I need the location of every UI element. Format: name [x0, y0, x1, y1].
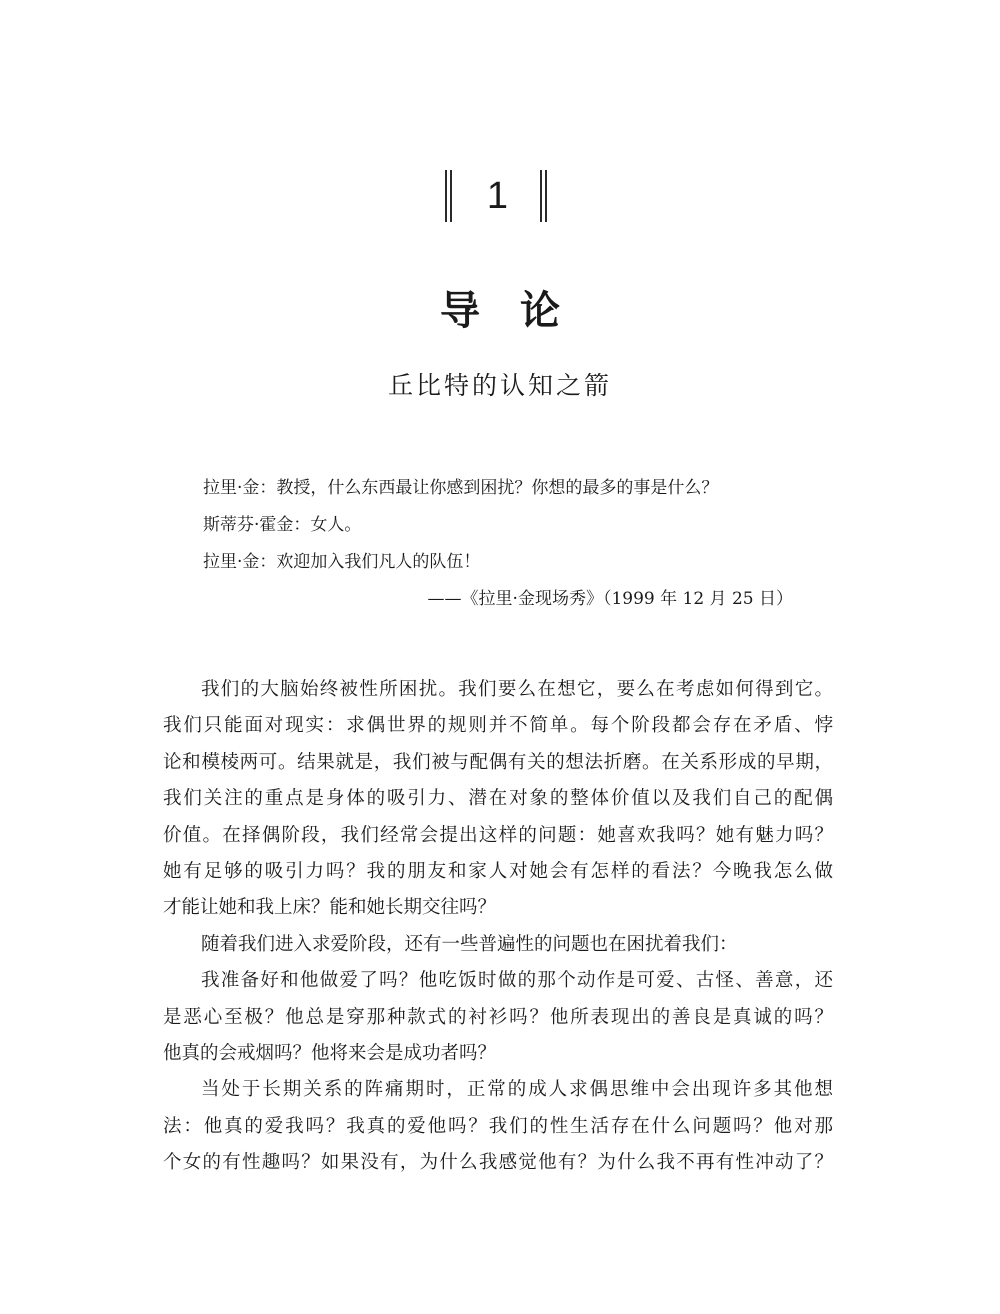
body-line: 是恶心至极？他总是穿那种款式的衬衫吗？他所表现出的善良是真诚的吗？	[163, 1006, 833, 1028]
epigraph-line: 拉里·金：教授，什么东西最让你感到困扰？你想的最多的事是什么？	[203, 478, 719, 498]
body-line: 我们的大脑始终被性所困扰。我们要么在想它，要么在考虑如何得到它。	[201, 679, 833, 700]
body-line: 才能让她和我上床？能和她长期交往吗？	[163, 897, 497, 919]
epigraph-source: ——《拉里·金现场秀》（1999 年 12 月 25 日）	[427, 589, 793, 609]
chapter-subtitle: 丘比特的认知之箭	[387, 371, 612, 400]
body-line: 价值。在择偶阶段，我们经常会提出这样的问题：她喜欢我吗？她有魅力吗？	[163, 824, 833, 846]
body-line: 论和模棱两可。结果就是，我们被与配偶有关的想法折磨。在关系形成的早期，	[163, 751, 833, 773]
epigraph-line: 斯蒂芬·霍金：女人。	[203, 515, 362, 535]
body-text	[163, 677, 833, 1186]
body-line: 他真的会戒烟吗？他将来会是成功者吗？	[163, 1042, 497, 1064]
body-line: 随着我们进入求爱阶段，还有一些普遍性的问题也在困扰着我们：	[201, 933, 738, 955]
chapter-number-block	[0, 170, 1000, 230]
body-line: 我准备好和他做爱了吗？他吃饭时做的那个动作是可爱、古怪、善意，还	[201, 970, 833, 992]
chapter-number: 1	[486, 175, 509, 217]
body-line: 当处于长期关系的阵痛期时，正常的成人求偶思维中会出现许多其他想	[201, 1079, 833, 1101]
epigraph-line: 拉里·金：欢迎加入我们凡人的队伍！	[203, 552, 481, 572]
double-bar-left-ornament	[445, 170, 453, 222]
body-line: 我们只能面对现实：求偶世界的规则并不简单。每个阶段都会存在矛盾、悖	[163, 715, 833, 737]
body-line: 我们关注的重点是身体的吸引力、潜在对象的整体价值以及我们自己的配偶	[163, 788, 833, 810]
epigraph	[203, 478, 803, 626]
chapter-title: 导论	[440, 288, 600, 334]
body-line: 她有足够的吸引力吗？我的朋友和家人对她会有怎样的看法？今晚我怎么做	[163, 860, 833, 882]
body-line: 个女的有性趣吗？如果没有，为什么我感觉他有？为什么我不再有性冲动了？	[163, 1152, 833, 1174]
body-line: 法：他真的爱我吗？我真的爱他吗？我们的性生活存在什么问题吗？他对那	[163, 1115, 833, 1137]
double-bar-right-ornament	[540, 170, 548, 222]
